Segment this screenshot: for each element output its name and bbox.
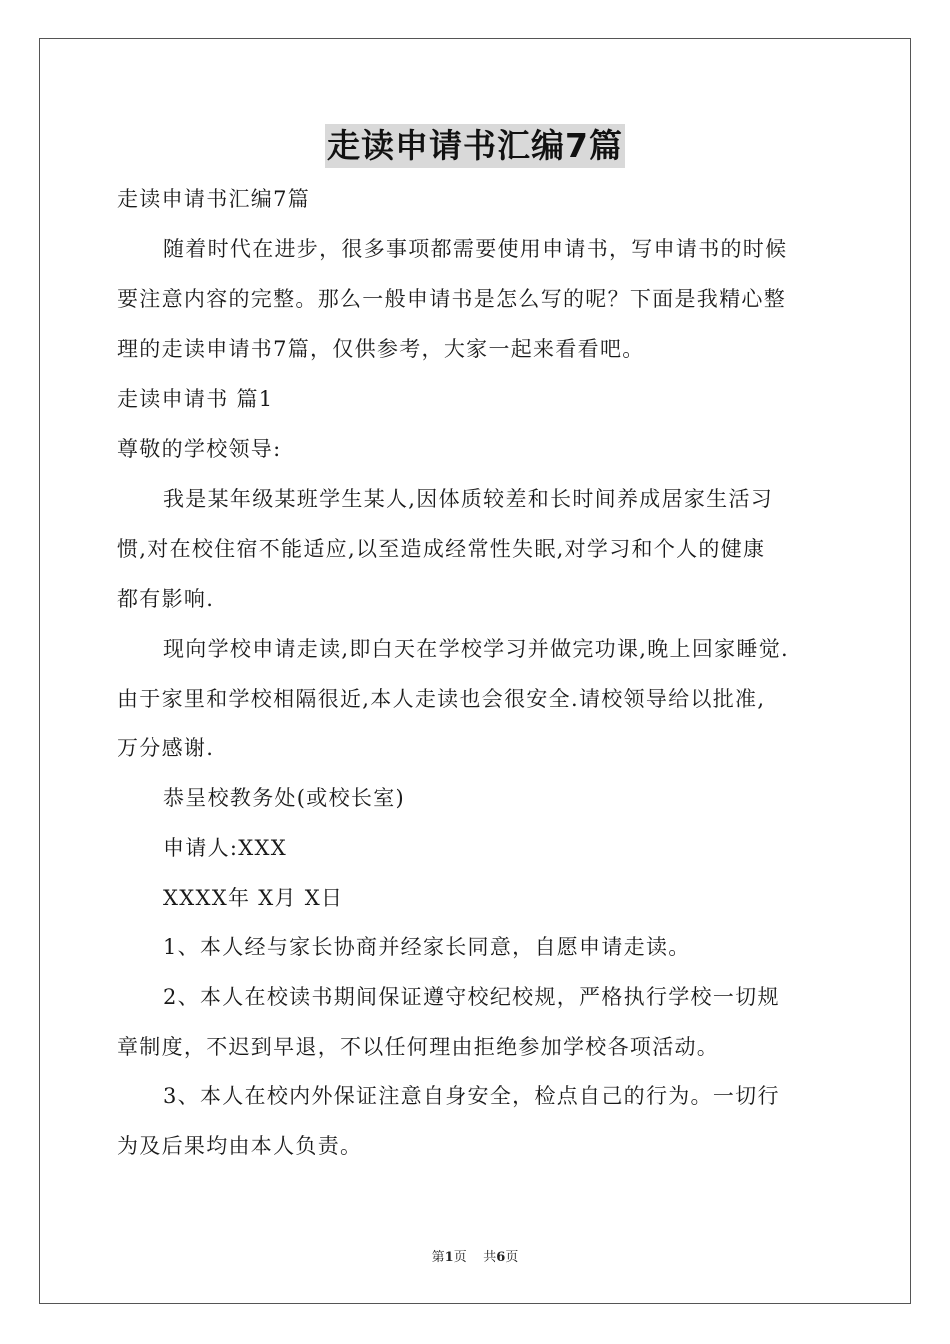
paragraph-line: 理的走读申请书7篇，仅供参考，大家一起来看看吧。 — [117, 337, 645, 361]
paragraph-line: 2、本人在校读书期间保证遵守校纪校规，严格执行学校一切规 — [163, 985, 780, 1009]
section-heading: 走读申请书 篇1 — [117, 387, 274, 411]
paragraph-line: 随着时代在进步，很多事项都需要使用申请书，写申请书的时候 — [163, 237, 788, 261]
total-suffix: 页 — [505, 1250, 519, 1265]
date-line: XXXX年 X月 X日 — [163, 886, 344, 910]
total-prefix: 共 — [483, 1250, 497, 1265]
applicant-line: 申请人:XXX — [163, 836, 288, 860]
total-pages: 6 — [496, 1250, 506, 1265]
document-title: 走读申请书汇编7篇 — [325, 124, 625, 168]
paragraph-line: 万分感谢. — [117, 736, 215, 760]
paragraph-line: 要注意内容的完整。那么一般申请书是怎么写的呢？下面是我精心整 — [117, 287, 786, 311]
paragraph-line: 章制度，不迟到早退，不以任何理由拒绝参加学校各项活动。 — [117, 1035, 720, 1059]
paragraph-line: 3、本人在校内外保证注意自身安全，检点自己的行为。一切行 — [163, 1084, 780, 1108]
page-prefix: 第 — [431, 1250, 445, 1265]
page-number: 1 — [444, 1250, 454, 1265]
salutation: 尊敬的学校领导: — [117, 437, 282, 461]
page-suffix: 页 — [453, 1250, 467, 1265]
paragraph-line: 都有影响. — [117, 587, 215, 611]
paragraph-line: 1、本人经与家长协商并经家长同意，自愿申请走读。 — [163, 935, 691, 959]
paragraph-line: 现向学校申请走读,即白天在学校学习并做完功课,晚上回家睡觉. — [163, 637, 790, 661]
page-border — [39, 38, 911, 1304]
title-container — [0, 124, 950, 168]
closing-line: 恭呈校教务处(或校长室) — [163, 786, 405, 810]
paragraph-line: 我是某年级某班学生某人,因体质较差和长时间养成居家生活习 — [163, 487, 774, 511]
paragraph-line: 惯,对在校住宿不能适应,以至造成经常性失眠,对学习和个人的健康 — [117, 537, 766, 561]
paragraph-line: 为及后果均由本人负责。 — [117, 1134, 363, 1158]
intro-heading: 走读申请书汇编7篇 — [117, 187, 311, 211]
page-footer — [0, 1249, 950, 1267]
paragraph-line: 由于家里和学校相隔很近,本人走读也会很安全.请校领导给以批准, — [117, 687, 766, 711]
